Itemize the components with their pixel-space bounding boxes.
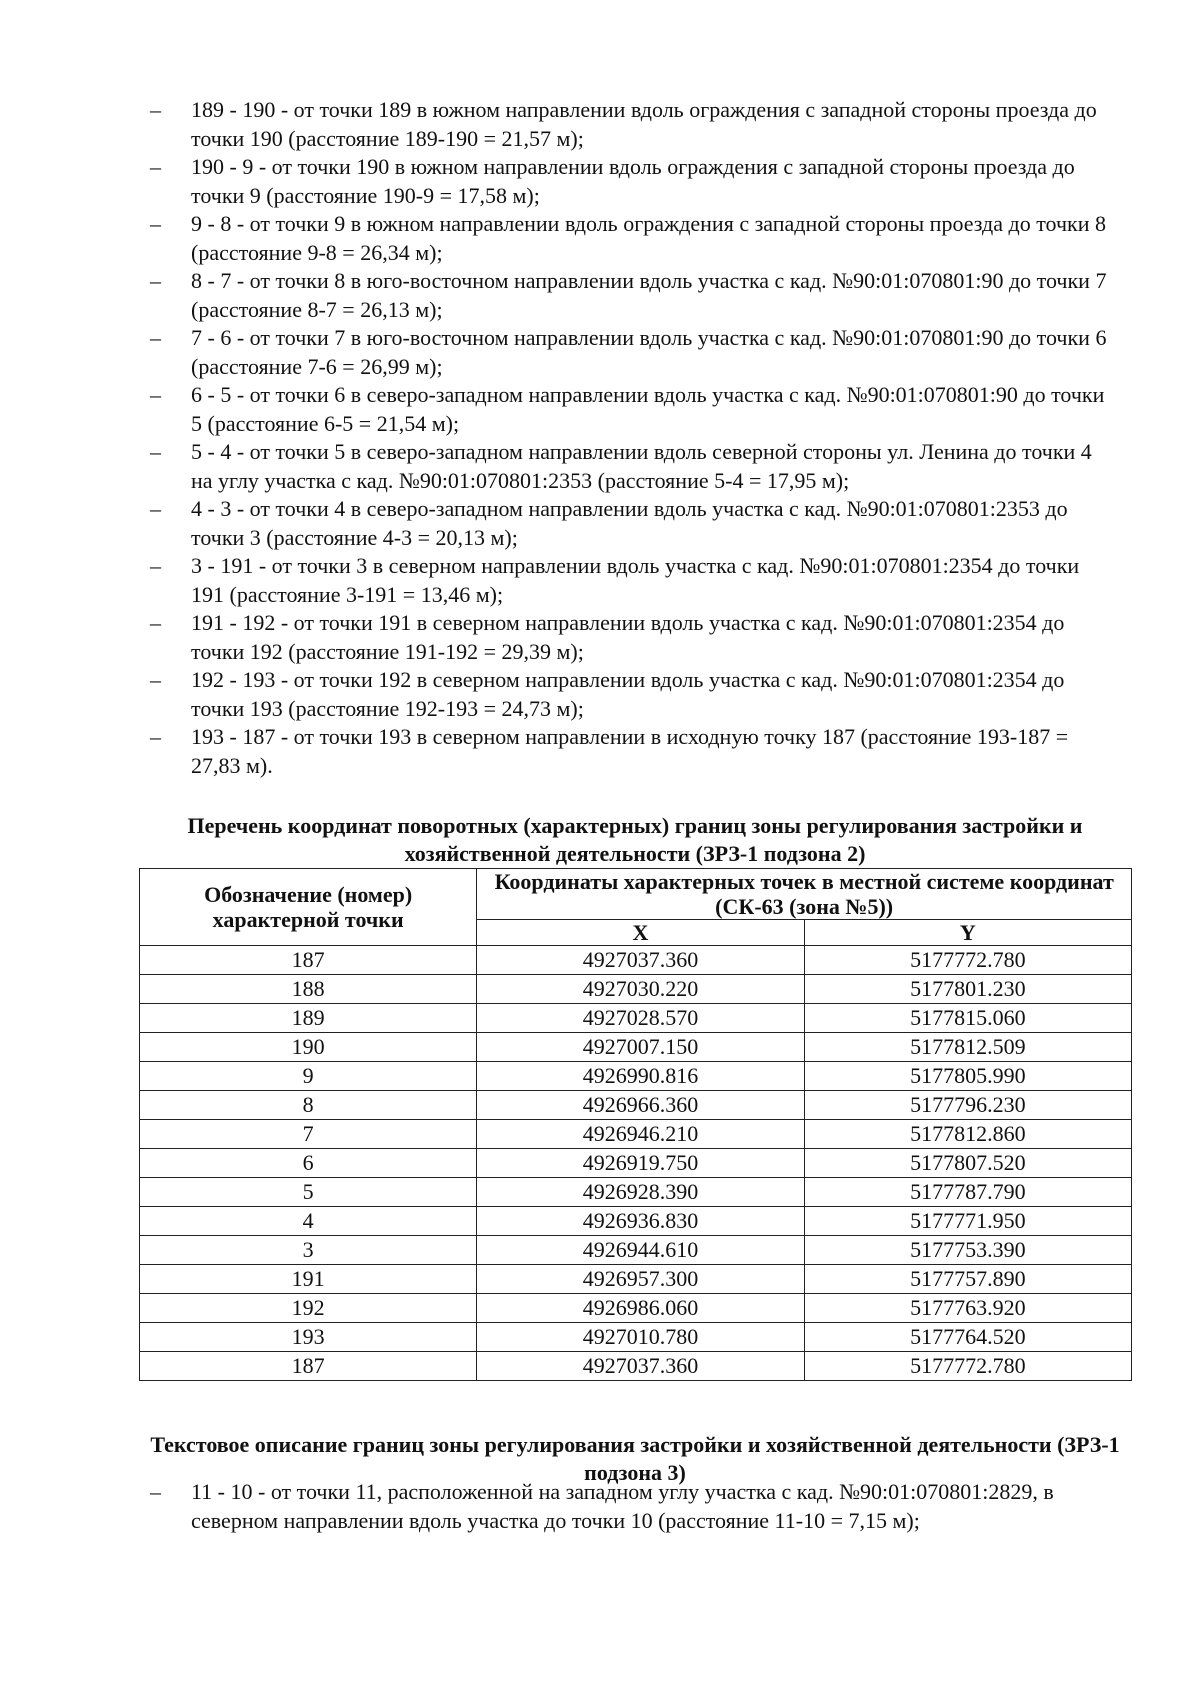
subzone3-description-list (150, 1478, 1110, 1535)
list-item-text: 193 - 187 - от точки 193 в северном направлении в исходную точку 187 (расстояние 193-187 = 27,83 м). (191, 724, 1069, 778)
boundary-description-list (150, 96, 1110, 780)
table-row (140, 1323, 1132, 1352)
table-row (140, 1178, 1132, 1207)
dash-marker: – (150, 724, 161, 749)
table-row (140, 946, 1132, 975)
cell-point-number: 3 (140, 1236, 477, 1265)
dash-marker: – (150, 211, 161, 236)
list-item (150, 267, 1110, 324)
dash-marker: – (150, 97, 161, 122)
list-item-text: 6 - 5 - от точки 6 в северо-западном направлении вдоль участка с кад. №90:01:070801:90 до точки 5 (расстояние 6-5 = 21,54 м); (191, 382, 1105, 436)
header-y: Y (804, 920, 1131, 946)
table-row (140, 1294, 1132, 1323)
cell-y: 5177796.230 (804, 1091, 1131, 1120)
table-row (140, 1062, 1132, 1091)
table-row (140, 1265, 1132, 1294)
list-item-text: 4 - 3 - от точки 4 в северо-западном направлении вдоль участка с кад. №90:01:070801:2353 до точки 3 (расстояние 4-3 = 20,13 м); (191, 496, 1068, 550)
dash-marker: – (150, 439, 161, 464)
cell-point-number: 6 (140, 1149, 477, 1178)
cell-point-number: 8 (140, 1091, 477, 1120)
cell-y: 5177764.520 (804, 1323, 1131, 1352)
list-item-text: 7 - 6 - от точки 7 в юго-восточном направлении вдоль участка с кад. №90:01:070801:90 до точки 6 (расстояние 7-6 = 26,99 м); (191, 325, 1107, 379)
cell-x: 4926936.830 (477, 1207, 804, 1236)
dash-marker: – (150, 382, 161, 407)
cell-point-number: 9 (140, 1062, 477, 1091)
cell-point-number: 5 (140, 1178, 477, 1207)
list-item (150, 609, 1110, 666)
cell-point-number: 192 (140, 1294, 477, 1323)
list-item (150, 495, 1110, 552)
table-row (140, 1004, 1132, 1033)
dash-marker: – (150, 610, 161, 635)
dash-marker: – (150, 268, 161, 293)
cell-point-number: 191 (140, 1265, 477, 1294)
cell-y: 5177772.780 (804, 1352, 1131, 1381)
dash-marker: – (150, 496, 161, 521)
list-item (150, 153, 1110, 210)
list-item-text: 192 - 193 - от точки 192 в северном направлении вдоль участка с кад. №90:01:070801:2354 до точки 193 (расстояние 192-193 = 24,73 м); (191, 667, 1065, 721)
list-item (150, 96, 1110, 153)
table-row (140, 1120, 1132, 1149)
table-row (140, 1091, 1132, 1120)
cell-point-number: 193 (140, 1323, 477, 1352)
table-row (140, 1207, 1132, 1236)
cell-y: 5177753.390 (804, 1236, 1131, 1265)
cell-x: 4926919.750 (477, 1149, 804, 1178)
dash-marker: – (150, 553, 161, 578)
header-coordinates: Координаты характерных точек в местной системе координат (СК-63 (зона №5)) (477, 869, 1132, 920)
cell-point-number: 4 (140, 1207, 477, 1236)
text-description-title: Текстовое описание границ зоны регулирования застройки и хозяйственной деятельности (ЗРЗ-1 подзона 3) (150, 1432, 1120, 1485)
table-row (140, 1352, 1132, 1381)
cell-y: 5177807.520 (804, 1149, 1131, 1178)
cell-x: 4927037.360 (477, 1352, 804, 1381)
list-item (150, 666, 1110, 723)
cell-y: 5177812.509 (804, 1033, 1131, 1062)
cell-x: 4927028.570 (477, 1004, 804, 1033)
cell-point-number: 190 (140, 1033, 477, 1062)
cell-y: 5177787.790 (804, 1178, 1131, 1207)
table-row (140, 1149, 1132, 1178)
dash-marker: – (150, 154, 161, 179)
cell-x: 4926986.060 (477, 1294, 804, 1323)
cell-y: 5177772.780 (804, 946, 1131, 975)
cell-x: 4926944.610 (477, 1236, 804, 1265)
cell-x: 4927030.220 (477, 975, 804, 1004)
list-item-text: 189 - 190 - от точки 189 в южном направлении вдоль ограждения с западной стороны проезда до точки 190 (расстояние 189-190 = 21,57 м); (191, 97, 1097, 151)
header-point-number: Обозначение (номер) характерной точки (140, 869, 477, 946)
list-item (150, 381, 1110, 438)
cell-point-number: 189 (140, 1004, 477, 1033)
cell-point-number: 187 (140, 946, 477, 975)
cell-x: 4926946.210 (477, 1120, 804, 1149)
cell-y: 5177815.060 (804, 1004, 1131, 1033)
cell-point-number: 188 (140, 975, 477, 1004)
list-item (150, 552, 1110, 609)
list-item (150, 723, 1110, 780)
table-row (140, 1236, 1132, 1265)
cell-y: 5177763.920 (804, 1294, 1131, 1323)
cell-y: 5177757.890 (804, 1265, 1131, 1294)
header-x: X (477, 920, 804, 946)
cell-x: 4927010.780 (477, 1323, 804, 1352)
coordinates-table (139, 868, 1132, 1381)
list-item-text: 3 - 191 - от точки 3 в северном направлении вдоль участка с кад. №90:01:070801:2354 до точки 191 (расстояние 3-191 = 13,46 м); (191, 553, 1080, 607)
cell-y: 5177771.950 (804, 1207, 1131, 1236)
list-item-text: 11 - 10 - от точки 11, расположенной на западном углу участка с кад. №90:01:070801:2829, в северном направлении вдоль участка до точки 10 (расстояние 11-10 = 7,15 м); (191, 1479, 1054, 1533)
list-item (150, 324, 1110, 381)
list-item (150, 438, 1110, 495)
cell-y: 5177805.990 (804, 1062, 1131, 1091)
list-item-text: 9 - 8 - от точки 9 в южном направлении вдоль ограждения с западной стороны проезда до точки 8 (расстояние 9-8 = 26,34 м); (191, 211, 1106, 265)
cell-x: 4926966.360 (477, 1091, 804, 1120)
dash-marker: – (150, 667, 161, 692)
table-row (140, 1033, 1132, 1062)
coordinates-table-title: Перечень координат поворотных (характерных) границ зоны регулирования застройки и хозяйственной деятельности (ЗРЗ-1 подзона 2) (187, 813, 1083, 866)
cell-x: 4927007.150 (477, 1033, 804, 1062)
table-row (140, 975, 1132, 1004)
cell-x: 4927037.360 (477, 946, 804, 975)
list-item-text: 5 - 4 - от точки 5 в северо-западном направлении вдоль северной стороны ул. Ленина до точки 4 на углу участка с кад. №90:01:070801:2353 (расстояние 5-4 = 17,95 м); (191, 439, 1092, 493)
list-item-text: 190 - 9 - от точки 190 в южном направлении вдоль ограждения с западной стороны проезда до точки 9 (расстояние 190-9 = 17,58 м); (191, 154, 1075, 208)
cell-x: 4926928.390 (477, 1178, 804, 1207)
cell-point-number: 7 (140, 1120, 477, 1149)
cell-y: 5177812.860 (804, 1120, 1131, 1149)
list-item (150, 210, 1110, 267)
dash-marker: – (150, 1479, 161, 1504)
dash-marker: – (150, 325, 161, 350)
cell-point-number: 187 (140, 1352, 477, 1381)
list-item-text: 191 - 192 - от точки 191 в северном направлении вдоль участка с кад. №90:01:070801:2354 до точки 192 (расстояние 191-192 = 29,39 м); (191, 610, 1065, 664)
cell-y: 5177801.230 (804, 975, 1131, 1004)
cell-x: 4926990.816 (477, 1062, 804, 1091)
list-item-text: 8 - 7 - от точки 8 в юго-восточном направлении вдоль участка с кад. №90:01:070801:90 до точки 7 (расстояние 8-7 = 26,13 м); (191, 268, 1107, 322)
cell-x: 4926957.300 (477, 1265, 804, 1294)
coordinates-table-body (140, 946, 1132, 1381)
list-item (150, 1478, 1110, 1535)
